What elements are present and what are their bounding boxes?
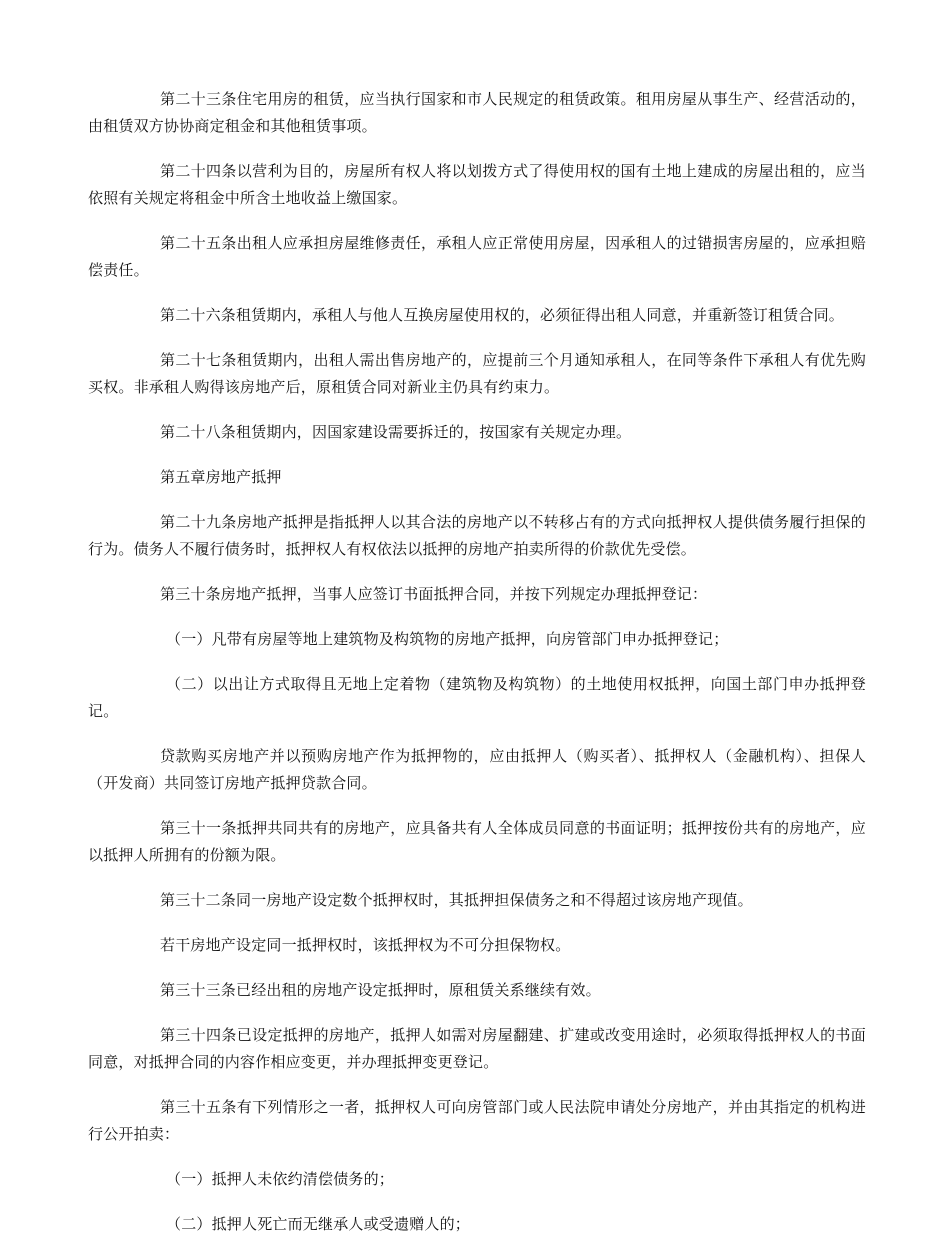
paragraph-article-23: 第二十三条住宅用房的租赁，应当执行国家和市人民规定的租赁政策。租用房屋从事生产、经营活动的，由租赁双方协协商定租金和其他租赁事项。 [88,90,866,135]
paragraph-article-33: 第三十三条已经出租的房地产设定抵押时，原租赁关系继续有效。 [160,981,601,999]
paragraph-article-34: 第三十四条已设定抵押的房地产，抵押人如需对房屋翻建、扩建或改变用途时，必须取得抵押权人的书面同意，对抵押合同的内容作相应变更，并办理抵押变更登记。 [88,1026,866,1071]
paragraph-article-26: 第二十六条租赁期内，承租人与他人互换房屋使用权的，必须征得出租人同意，并重新签订租赁合同。 [160,306,845,324]
paragraph-article-31: 第三十一条抵押共同共有的房地产，应具备共有人全体成员同意的书面证明；抵押按份共有的房地产，应以抵押人所拥有的份额为限。 [88,819,866,864]
list-item: （二）以出让方式取得且无地上定着物（建筑物及构筑物）的土地使用权抵押，向国土部门申办抵押登记。 [88,675,866,720]
list-item: （二）抵押人死亡而无继承人或受遗赠人的； [166,1215,471,1233]
paragraph-article-24: 第二十四条以营利为目的，房屋所有权人将以划拨方式了得使用权的国有土地上建成的房屋出租的，应当依照有关规定将租金中所含土地收益上缴国家。 [88,162,866,207]
paragraph-article-28: 第二十八条租赁期内，因国家建设需要拆迁的，按国家有关规定办理。 [160,423,632,441]
paragraph-article-25: 第二十五条出租人应承担房屋维修责任，承租人应正常使用房屋，因承租人的过错损害房屋的，应承担赔偿责任。 [88,234,866,279]
paragraph-article-32: 第三十二条同一房地产设定数个抵押权时，其抵押担保债务之和不得超过该房地产现值。 [160,891,753,909]
paragraph-indivisible-mortgage: 若干房地产设定同一抵押权时，该抵押权为不可分担保物权。 [160,936,571,954]
list-item: （一）抵押人未依约清偿债务的； [166,1170,395,1188]
list-item: （一）凡带有房屋等地上建筑物及构筑物的房地产抵押，向房管部门申办抵押登记； [166,630,729,648]
document-body [88,86,866,1256]
chapter-heading: 第五章房地产抵押 [160,468,282,486]
paragraph-article-35: 第三十五条有下列情形之一者，抵押权人可向房管部门或人民法院申请处分房地产，并由其指定的机构进行公开拍卖： [88,1098,866,1143]
paragraph-article-27: 第二十七条租赁期内，出租人需出售房地产的，应提前三个月通知承租人，在同等条件下承租人有优先购买权。非承租人购得该房地产后，原租赁合同对新业主仍具有约束力。 [88,351,866,396]
paragraph-loan-mortgage: 贷款购买房地产并以预购房地产作为抵押物的，应由抵押人（购买者）、抵押权人（金融机构）、担保人（开发商）共同签订房地产抵押贷款合同。 [88,747,866,792]
paragraph-article-30: 第三十条房地产抵押，当事人应签订书面抵押合同，并按下列规定办理抵押登记： [160,585,708,603]
paragraph-article-29: 第二十九条房地产抵押是指抵押人以其合法的房地产以不转移占有的方式向抵押权人提供债务履行担保的行为。债务人不履行债务时，抵押权人有权依法以抵押的房地产拍卖所得的价款优先受偿。 [88,513,866,558]
